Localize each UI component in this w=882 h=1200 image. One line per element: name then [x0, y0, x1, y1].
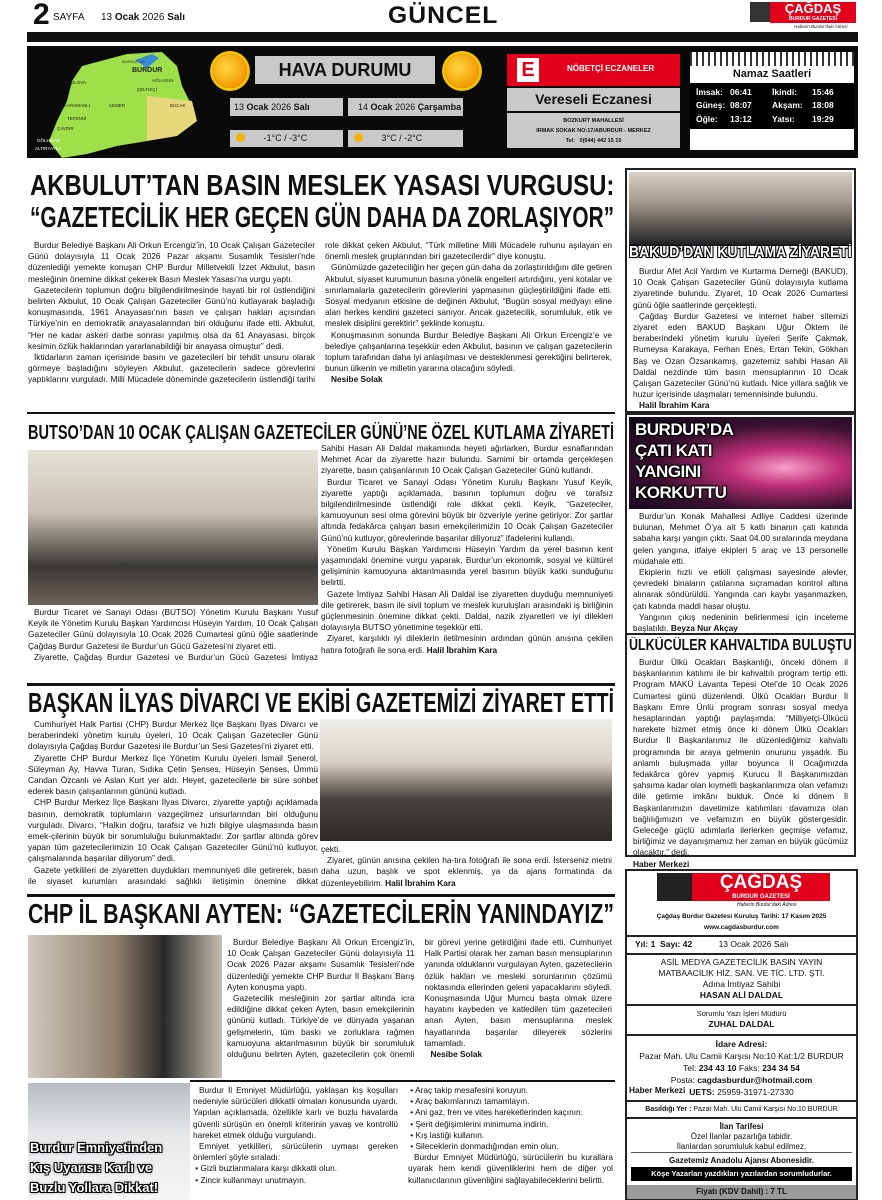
paragraph: Burdur Ticaret ve Sanayi Odası (BUTSO) Yönetim Kurulu Başkanı Yusuf Keyik ile Yönetim Kurulu Başkan Yardımcısı Hüseyin Yardım, 10 Ocak Çalışan Gazeteciler Günü dolayısıyla 10 Ocak 2026 Cumartesi günü öğle saatlerinde Çağdaş Burdur Gazetesi ile Burdur’un Gücü Gazetesi’ni ziyaret etti.	[28, 607, 318, 651]
date-year: 2026	[142, 12, 165, 23]
bullet-item: • Araç bakımlarınızı tamamlayın.	[408, 1096, 530, 1107]
ilyas-photo	[320, 719, 612, 841]
header-bar	[27, 32, 858, 42]
prayer-row	[772, 86, 848, 99]
company-line: ASİL MEDYA GAZETECİLİK BASIN YAYIN	[660, 957, 823, 967]
prayer-time: 19:29	[812, 113, 834, 124]
paragraph: Burdur İl Emniyet Müdürlüğü, yaklaşan kış koşulları nedeniyle sürücüleri dikkatli olmaları konusunda uyardı. Yapılan açıklamada, özellikle karlı ve buzlu havalarda güvenli sürüşün en önemli kriterinin yavaş ve kontrollü hareket etmek olduğu vurgulandı.	[193, 1085, 398, 1140]
bullet-item: • Araç takip mesafesini koruyun.	[408, 1085, 529, 1095]
pharmacy-title: NÖBETÇİ ECZANELER	[567, 64, 655, 73]
fire-headline	[635, 419, 733, 503]
address-line: BOZKURT MAHALLESİ	[563, 118, 624, 124]
article-fire	[633, 511, 848, 634]
paragraph: Günümüzde gazeteciliğin her geçen gün daha da zorlaştırıldığını dile getiren Akbulut, siyaset kurumunun basına yönelik engelleri artırdığını, yeni kotalar ve sınırlamalarla gazetecilerin görevlerini yapmasının güçleştirildiğini ifade etti. Sosyal medyanın etkisine de değinen Akbulut, “Bugün sosyal medyayı eline alan herkes kendini gazeteci sanıyor. Ancak gazetecilik, sorumluluk, etik ve meslek disiplini gerektirir” şeklinde konuştu.	[325, 262, 612, 329]
map-label: TEFENNİ	[67, 116, 87, 121]
date-weekday: Salı	[167, 12, 185, 23]
headline-line: Kış Uyarısı: Karlı ve	[30, 1160, 153, 1175]
byline: Halil İbrahim Kara	[385, 877, 456, 888]
prayer-title: Namaz Saatleri	[690, 67, 854, 81]
ads-title: İlan Tarifesi	[719, 1122, 764, 1131]
byline: Nesibe Solak	[430, 1049, 483, 1060]
paragraph: Ziyarette, Çağdaş Burdur Gazetesi ve Burdur’un Gücü Gazetesi İmtiyaz	[34, 651, 318, 662]
bullet-text: Zincir kullanmayı unutmayın.	[200, 1174, 307, 1185]
address-label: İdare Adresi:	[715, 1039, 768, 1049]
paragraph: İktidarların zaman içerisinde basını ve gazetecileri bir tehdit unsuru olarak görmeye başladığını söyleyen Akbulut, gazetecilerin sadece görevlerini yaptıklarını vurguladı. Milli Mücadele döneminde gazetecilerin üstlendiği tarihi role dikkat çeken Akbulut, “Türk milletine Milli Mücadele ruhunu aşılayan en önemli meslek gruplarından biri gazetecilerdir” diye konuştu.	[28, 240, 612, 385]
pharmacy-e-icon: E	[517, 58, 539, 82]
article-butso	[321, 443, 613, 656]
prayer-label: Akşam:	[772, 100, 803, 111]
day: 13	[234, 102, 245, 112]
byline: Haber Merkezi	[633, 858, 690, 869]
map-label: YEŞİLOVA	[64, 80, 86, 85]
mail-value[interactable]: cagdasburdur@hotmail.com	[697, 1075, 813, 1085]
weekday: Salı	[293, 102, 310, 112]
prayer-label: İkindi:	[772, 87, 798, 97]
article-bakud	[633, 266, 848, 412]
divider	[27, 894, 615, 897]
columnists-note: Köşe Yazarları yazdıkları yazılardan sorumludurlar.	[631, 1167, 852, 1181]
masthead-logo-sub: BURDUR GAZETESİ	[692, 893, 830, 901]
headline-line: KORKUTTU	[635, 483, 727, 502]
phone-fax	[629, 1062, 854, 1074]
paragraph: Ekiplerin hızlı ve etkili çalışması sayesinde alevler, çevredeki binaların çatılarına sıçramadan kontrol altına alınarak söndürüldü. Yangında can kaybı yaşanmazken, çatı katında maddi hasar oluştu.	[633, 567, 848, 611]
weather-day-1-temp	[230, 130, 343, 147]
logo-portrait	[750, 2, 770, 22]
ulku-headline: ÜLKÜCÜLER KAHVALTIDA BULUŞTU	[629, 637, 852, 654]
paragraph-text: Ziyaret, karşılıklı iyi dileklerin iletilmesinin ardından günün anısına çekilen hatıra fotoğrafı ile sona erdi.	[321, 633, 613, 655]
bullet-text: Şerit değişimlerini minimuma indirin.	[415, 1118, 549, 1129]
month: Ocak	[246, 102, 269, 112]
ulku-box	[625, 633, 856, 869]
paragraph: Sahibi Hasan Ali Daldal makamında heyeti ağırlarken, Burdur esnaflarından Mehmet Acar da ziyarette hazır bulundu. Samimi bir ortamda gerçekleşen ziyarette, basın çalışanlarının 10 Ocak Çalışan Gazeteciler Günü kutlandı.	[321, 443, 613, 476]
prayer-label: İmsak:	[696, 87, 723, 97]
butso-caption	[28, 607, 318, 663]
header-logo	[750, 2, 858, 32]
editor-label: Sorumlu Yazı İşleri Müdürü	[696, 1009, 787, 1018]
headline-ilyas: BAŞKAN İLYAS DİVARCI VE EKİBİ GAZETEMİZİ ZİYARET ETTİ	[28, 687, 614, 718]
masthead-logo-tagline: Haberin Burdur'daki Adresi	[737, 902, 797, 908]
ads-line: Özel İlanlar pazarlığa tabidir.	[690, 1132, 793, 1141]
address-value: Pazar Mah. Ulu Camii Karşısı No:10 Kat:1/2 BURDUR	[639, 1051, 844, 1061]
paragraph: Burdur Emniyet Müdürlüğü, sürücülerin bu kurallara uyarak hem kendi güvenliklerini hem de diğer yol kullanıcılarının güvenliğini sağlayabileceklerini belirtti.	[408, 1152, 613, 1185]
paragraph: Burdur Belediye Başkanı Ali Orkun Ercengiz’in, 10 Ocak Çalışan Gazeteciler Günü dolayısıyla 11 Ocak 2026 Pazar akşamı Susamlık Tesisleri’nde düzenlediği yemekte konuşan CHP Burdur Milletvekili İzzet Akbulut, basın mesleğinin önemine dikkat çekerek Basın Meslek Yasası’na vurgu yaptı.	[28, 240, 315, 284]
logo-tagline: Haberin Burdur'daki Adresi	[794, 24, 848, 29]
map-label: ALTINYAYLA	[35, 146, 62, 151]
headline-line: YANGINI	[635, 462, 701, 481]
pharmacy-header	[507, 54, 680, 86]
partly-cloudy-icon	[354, 133, 363, 142]
prayer-row	[696, 113, 772, 126]
paragraph: Konuşmasının sonunda Burdur Belediye Başkanı Ali Orkun Ercengiz’e ve belediye çalışanlarına teşekkür eden Akbulut, basının ve çalışan gazetecilerin toplum tarafından daha iyi anlaşılması ve desteklenmesi gerektiğini belirterek, bunun ülkenin ve milletin yararına olacağını söyledi.	[325, 329, 612, 374]
prayer-time: 06:41	[730, 87, 752, 97]
map-label: KEMER	[109, 103, 126, 108]
headline-ayten: CHP İL BAŞKANI AYTEN: “GAZETECİLERİN YANINDAYIZ”	[28, 898, 614, 929]
editor-name: ZUHAL DALDAL	[708, 1019, 775, 1029]
byline: Halil İbrahim Kara	[426, 644, 498, 655]
map-label: GÖLHİSAR	[37, 138, 61, 143]
bakud-headline: BAKUD’DAN KUTLAMA ZİYARETİ	[629, 244, 852, 261]
headline-line: Burdur Emniyetinden	[30, 1140, 163, 1155]
owner-name: HASAN ALİ DALDAL	[699, 990, 784, 1000]
bakud-photo	[629, 172, 852, 246]
headline-line: Buzlu Yollara Dikkat!	[30, 1180, 159, 1195]
prayer-row	[696, 86, 772, 99]
tel-value: 0(544) 442 15 15	[579, 138, 622, 144]
owner-label: Adına İmtiyaz Sahibi	[702, 979, 781, 989]
article-ulku	[633, 657, 848, 870]
butso-photo	[28, 450, 318, 605]
headline-akbulut-2: “GAZETECİLİK HER GEÇEN GÜN DAHA DA ZORLAŞIYOR”	[30, 202, 614, 234]
year: 2026	[395, 102, 416, 112]
publisher	[627, 955, 856, 1006]
weather-day-2-date	[348, 98, 463, 116]
founded-date: Çağdaş Burdur Gazetesi Kuruluş Tarihi: 17 Kasım 2025	[656, 913, 827, 920]
tel-label: Tel:	[683, 1063, 697, 1073]
month: Ocak	[370, 102, 393, 112]
byline: Halil İbrahim Kara	[639, 400, 710, 411]
logo-portrait	[657, 873, 697, 901]
paragraph: Ziyarette CHP Burdur Merkez İlçe Yönetim Kurulu üyeleri İsmail Şenerol, Süleyman Ay, Havva Turan, Sıdıka Çetin Şenses, Hüseyin Şenses, Ümmü Candan Özcanlı ve Aslan Kurt yer aldı. Heyet, gazetecilerle bir süre sohbet ederek basın çalışanlarının gününü kutladı.	[28, 752, 318, 797]
map-label: BUCAK	[170, 103, 186, 108]
pharmacy-phone	[507, 136, 680, 146]
bullet-text: Kış lastiği kullanın.	[415, 1129, 485, 1140]
print-location	[627, 1102, 856, 1119]
pharmacy-address	[507, 113, 680, 148]
map-label: BURDUR GL	[122, 59, 146, 64]
tel-value: 234 43 10	[698, 1063, 737, 1073]
bakud-box	[625, 168, 856, 413]
paragraph: Gazete İmtiyaz Sahibi Hasan Ali Daldal ise ziyaretten duyduğu memnuniyeti dile getirerek, basın ile sivil toplum ve meslek kuruluşları arasındaki iş birliğinin güçlenmesinin önemine dikkat çekti. Daldal, nazik ziyaretleri ve iyi dilekleri dolayısıyla BUTSO yönetimine teşekkür etti.	[321, 588, 613, 633]
address	[627, 1036, 856, 1102]
ads	[627, 1119, 856, 1152]
map-label: AĞLASUN	[152, 78, 174, 83]
bullet-text: Ani gaz, fren ve vites hareketlerinden kaçının.	[415, 1107, 583, 1118]
prayer-label: Yatsı:	[772, 113, 795, 124]
issue-info	[627, 937, 856, 955]
logo-sub: BURDUR GAZETESİ	[770, 16, 856, 23]
temperature: -1°C / -3°C	[263, 133, 308, 143]
page-label: SAYFA	[53, 12, 85, 23]
paragraph: Burdur Ticaret ve Sanayi Odası Yönetim Kurulu Başkanı Yusuf Keyik, ziyarette yaptığı açıklamada, basının toplumun doğru ve tarafsız bilgilendirilmesinde üstlendiği role dikkat çekti. Keyik, “Gazeteciler, kamuoyunun sesi olma görevini büyük bir özveriyle yerine getiriyor. Zor şartlar altında fedakârca çalışan basın emekçilerimizin 10 Ocak Çalışan Gazeteciler Günü’nü kutluyor, görevlerinde başarılar diliyoruz” ifadelerini kullandı.	[321, 476, 613, 543]
agency-note: Gazetemiz Anadolu Ajansı Abonesidir.	[631, 1152, 852, 1167]
fire-box	[625, 413, 856, 635]
prayer-time: 13:12	[730, 113, 752, 124]
article-ilyas-cont	[321, 844, 612, 889]
paragraph: Burdur Ülkü Ocakları Başkanlığı, önceki dönem il başkanlarının katılımı ile bir kahvaltılı program tertip etti. Program MAKÜ Lavanta Tepesi Otel’de 10 Ocak 2026 Cumartesi günü düzenlendi. Ülkü Ocakları Burdur İl Başkanı Emre Ünlü program sonrası sosyal medya hesaplarından yaptığı paylaşımda: “Milliyetçi-Ülkücü harekete hizmet etmiş önce ki dönem Ülkü Ocakları Burdur İl Başkanlarımız ile düzenlediğimiz kahvaltı programında bir araya gelmenin onurunu yaşadık. Bu anlamlı buluşmada yıllar boyunca İl Ocağımızda fedakârca görev yapmış Kurucu İl Başkanımızdan şahsıma kadar olan kıymetli başkanlarımıza olan vefamızı dile getirme imkânı bulduk. Önce ki dönem İl Başkanlarımızın davetimize katılımları davamıza olan bağlılığımızın ve vefamızın en büyük göstergesidir. Geleceğe güçlü adımlarla ilerlerken geçmişe vefamız, birliğimiz ve dayanışmamız her zaman en büyük gücümüz olacaktır.” dedi.	[633, 657, 848, 858]
year: Yıl: 1	[635, 939, 656, 949]
prayer-row	[772, 99, 848, 112]
masthead-logo: ÇAĞDAŞ	[692, 873, 830, 893]
paragraph: Burdur’un Konak Mahallesi Adliye Caddesi üzerinde bulunan, Mehmet Ö’ya ait 5 katlı binanın çatı katında sabaha karşı yangın çıktı. Saat 04.00 sıralarında meydana gelen yangına, itfaiye ekipleri 5 araç ve 13 personelle müdahale etti.	[633, 511, 848, 566]
year: 2026	[271, 102, 292, 112]
weather-title: HAVA DURUMU	[255, 56, 435, 84]
fax-value: 234 34 54	[762, 1063, 800, 1073]
paragraph-text: Yangının çıkış nedeninin belirlenmesi için inceleme başlatıldı.	[633, 611, 848, 634]
uets-label: UETS:	[689, 1087, 715, 1097]
police-headline	[30, 1138, 162, 1198]
byline: Nesibe Solak	[331, 374, 383, 385]
issue-date: 13 Ocak 2026 Salı	[718, 939, 789, 949]
sun-cloud-icon	[213, 54, 247, 88]
bullet-text: Gizli buzlanmalara karşı dikkatli olun.	[200, 1163, 338, 1174]
bullet-text: Sileceklerin donmadığından emin olun.	[415, 1141, 559, 1152]
price: Fiyatı (KDV Dahil) : 7 TL	[627, 1185, 856, 1199]
prayer-time: 08:07	[730, 100, 752, 111]
prayer-row	[772, 113, 848, 126]
logo-text: ÇAĞDAŞ	[770, 2, 856, 16]
bullet-item: • Sileceklerin donmadığından emin olun.	[408, 1141, 559, 1152]
paragraph: Yönetim Kurulu Başkan Yardımcısı Hüseyin Yardım da yerel basının kent yaşamındaki önemine vurgu yaparak, Burdur’un ekonomik, sosyal ve kültürel gelişiminin kamuoyuna aktarılmasında yerel basının büyük katkı sunduğunu belirtti.	[321, 543, 613, 588]
paragraph: Burdur Belediye Başkanı Ali Orkun Ercengiz’in, 10 Ocak Çalışan Gazeteciler Günü dolayısıyla 11 Ocak 2026 Pazar akşamı Susamlık Tesisleri’nde düzenlediği yemekte CHP Burdur İl Başkanı Barış Ayten konuşma yaptı.	[227, 937, 415, 992]
print-value: Pazar Mah. Ulu Camii Karşısı No:10 BURDUR	[693, 1106, 838, 1113]
paragraph	[321, 855, 612, 889]
bullet-item: • Gizli buzlanmalara karşı dikkatli olun.	[193, 1163, 338, 1174]
paragraph: Burdur Afet Acil Yardım ve Kurtarma Derneği (BAKUD), 10 Ocak Çalışan Gazeteciler Günü dolayısıyla kutlama ziyaretinde bulundu. Ziyaret, 10 Ocak 2026 Cumartesi günü öğle saatlerinde gerçekleşti.	[633, 266, 848, 310]
mail-label: Posta:	[670, 1075, 695, 1085]
bullet-text: Araç takip mesafesini koruyun.	[415, 1085, 529, 1095]
date-day: 13	[101, 12, 113, 23]
print-label: Basıldığı Yer :	[645, 1106, 692, 1113]
bullet-text: Araç bakımlarınızı tamamlayın.	[415, 1096, 530, 1107]
weekday: Çarşamba	[417, 102, 462, 112]
weather-day-1-date	[230, 98, 343, 116]
uets	[629, 1086, 854, 1098]
headline-line: BURDUR’DA	[635, 420, 734, 439]
prayer-label: Güneş:	[696, 100, 726, 111]
headline-akbulut-1: AKBULUT’TAN BASIN MESLEK YASASI VURGUSU:	[30, 170, 614, 202]
paragraph: Cumhuriyet Halk Partisi (CHP) Burdur Merkez İlçe Başkanı İlyas Divarcı ve beraberindeki yönetim kurulu üyeleri, 10 Ocak Çalışan Gazeteciler Günü dolayısıyla Çağdaş Burdur Gazetesi ile Burdur’un Sesi Gazetesi’ni ziyaret etti.	[28, 719, 318, 752]
paragraph: Gazete yetkilileri de ziyaretten duydukları memnuniyeti dile getirerek, basın ile siyaset kurumları arasındaki sağlıklı iletişimin önemine dikkat	[28, 864, 318, 886]
sun-cloud-icon	[445, 54, 479, 88]
bullet-item: • Kış lastiği kullanın.	[408, 1129, 485, 1140]
masthead	[625, 869, 858, 1200]
headline-butso: BUTSO’DAN 10 OCAK ÇALIŞAN GAZETECİLER GÜNÜ’NE ÖZEL KUTLAMA ZİYARETİ	[28, 422, 614, 444]
ads-line: İlanlardan sorumluluk kabul edilmez.	[676, 1142, 807, 1151]
address-line: IRMAK SOKAK NO:17/ABURDUR - MERKEZ	[536, 128, 651, 134]
prayer-time: 18:08	[812, 100, 834, 111]
paragraph: Gazetecilerin toplumun doğru bilgilendirilmesinde hayati bir rol üstlendiğini belirten Akbulut, 10 Ocak Çalışan Gazeteciler Günü’nü kutlayarak başladığı konuşmasında, 1961 Anayasası’nın basın ve çalışan hakları açısından Türkiye’nin en demokratik anayasalarından biri olduğunu ifade etti. Akbulut, “Her ne kadar askeri darbe sonrası yapılmış olsa da 61 Anayasası, birçok kesimin özlük haklarından yararlanabildiği bir anayasa olmuştur” dedi.	[28, 284, 315, 351]
partly-cloudy-icon	[236, 133, 245, 142]
map-label: ÇAVDIR	[57, 126, 74, 131]
info-banner	[27, 46, 858, 158]
prayer-time: 15:46	[812, 87, 834, 97]
prayer-grid	[690, 83, 854, 129]
byline: Beyza Nur Akçay	[670, 623, 738, 634]
map-label: BURDUR	[132, 67, 163, 74]
fax-label: Faks:	[738, 1063, 760, 1073]
header-date	[101, 12, 185, 23]
prayer-times	[688, 50, 856, 152]
map-label: KARAMANLI	[64, 103, 91, 108]
mosque-silhouette	[690, 52, 854, 66]
date-month: Ocak	[114, 12, 140, 23]
paragraph: çekti.	[321, 844, 341, 854]
section-title: GÜNCEL	[388, 2, 498, 29]
issue-number: Sayı: 42	[660, 939, 693, 949]
article-ilyas	[28, 719, 318, 887]
paragraph	[321, 633, 613, 655]
masthead-top	[627, 871, 856, 937]
tel-label: Tel:	[565, 138, 575, 144]
paragraph: CHP Burdur Merkez İlçe Başkanı İlyas Divarcı, ziyarette yaptığı açıklamada basının, demokratik toplumların vazgeçilmez unsurlarından biri olduğunu vurguladı. Divarcı, “Halkın doğru, tarafsız ve hızlı bilgiye ulaşmasında basın emek-çilerinin büyük bir sorumluluğu bulunmaktadır. Zor şartlar altında görev yapan tüm gazetecilerimizin 10 Ocak Çalışan Gazeteciler Günü’nü kutluyor, çalışmalarında başarılar diliyorum” dedi.	[28, 797, 318, 864]
headline-line: ÇATI KATI	[635, 441, 713, 460]
ayten-photo	[28, 935, 222, 1078]
bullet-item: • Zincir kullanmayı unutmayın.	[193, 1174, 307, 1185]
paragraph	[633, 612, 848, 634]
page-number: 2	[33, 0, 50, 31]
bullet-item: • Ani gaz, fren ve vites hareketlerinden kaçının.	[408, 1107, 583, 1118]
company-line: MATBAACILIK HİZ. SAN. VE TİC. LTD. ŞTİ.	[658, 968, 825, 978]
day: 14	[358, 102, 369, 112]
weather-day-2-temp	[348, 130, 463, 147]
page-header	[33, 2, 863, 32]
divider	[27, 412, 615, 414]
byline: Haber Merkezi	[629, 1085, 686, 1095]
prayer-row	[696, 99, 772, 112]
article-akbulut	[28, 240, 612, 408]
article-ayten	[227, 937, 612, 1077]
paragraph: Emniyet yetkilileri, sürücülerin uyması gereken önlemleri şöyle sıraladı:	[193, 1141, 398, 1163]
divider	[27, 683, 615, 686]
paragraph: Çağdaş Burdur Gazetesi ve internet haber sitemizi ziyaret eden BAKUD Başkanı Uğur Öktem ile beraberindeki yönetim kurulu üyeleri Şerife Çakmak, Rumeysa Karakaya, Ferhan Enes, Ertan Tekin, Gökhan Baş ve Ozan Özsarıkamış, gazetemiz sahibi Hasan Ali Daldal nezdinde tüm basın mensuplarının 10 Ocak Çalışan Gazeteciler Günü’nü kutladı. Nice yıllara sağlık ve huzur içerisinde ulaşmaları temennisinde bulundu.	[633, 310, 848, 400]
pharmacy-name: Vereseli Eczanesi	[507, 88, 680, 111]
paragraph: Gazetecilik mesleğinin zor şartlar altında icra edildiğine dikkat çeken Ayten, basın emekçilerinin gününü kutladı. Türkiye’de ve dünyada yaşanan gelişmelerin, tüm baskı ve zorluklara rağmen kamuoyuna aktarılmasının büyük bir sorumluluk olduğunu belirten Ayten, gazetecilerin çok önemli bir görevi yerine getirdiğini ifade etti. Cumhuriyet Halk Partisi olarak her zaman basın mensuplarının yanında olduklarını vurgulayan Ayten, gazetecilerin özlük hakları ve mesleki sorunlarının çözümü noktasında ellerinden geleni yapacaklarını söyledi. Konuşmasında Uğur Mumcu başta olmak üzere hayatını kaybeden ve katledilen tüm gazetecileri anan Ayten, basın mensuplarına meslek hayatlarında başarılar dileyerek sözlerini tamamladı.	[227, 937, 612, 1060]
temperature: 3°C / -2°C	[381, 133, 423, 143]
map-label: ÇELTİKÇİ	[137, 87, 157, 92]
website: www.cagdasburdur.com	[704, 924, 779, 931]
prayer-label: Öğle:	[696, 113, 718, 124]
email	[629, 1074, 854, 1086]
paragraph-text: Ziyaret, günün anısına çekilen ha-tıra fotoğrafı ile sona erdi. İsterseniz metni daha uzun, başlık ve spot eklenmiş, ya da ajans formatında da düzenleyebilirim.	[321, 855, 612, 888]
divider	[190, 1080, 615, 1082]
bullet-item: • Şerit değişimlerini minimuma indirin.	[408, 1118, 549, 1129]
uets-value: 25959-31971-27330	[717, 1087, 794, 1097]
editor	[627, 1006, 856, 1036]
